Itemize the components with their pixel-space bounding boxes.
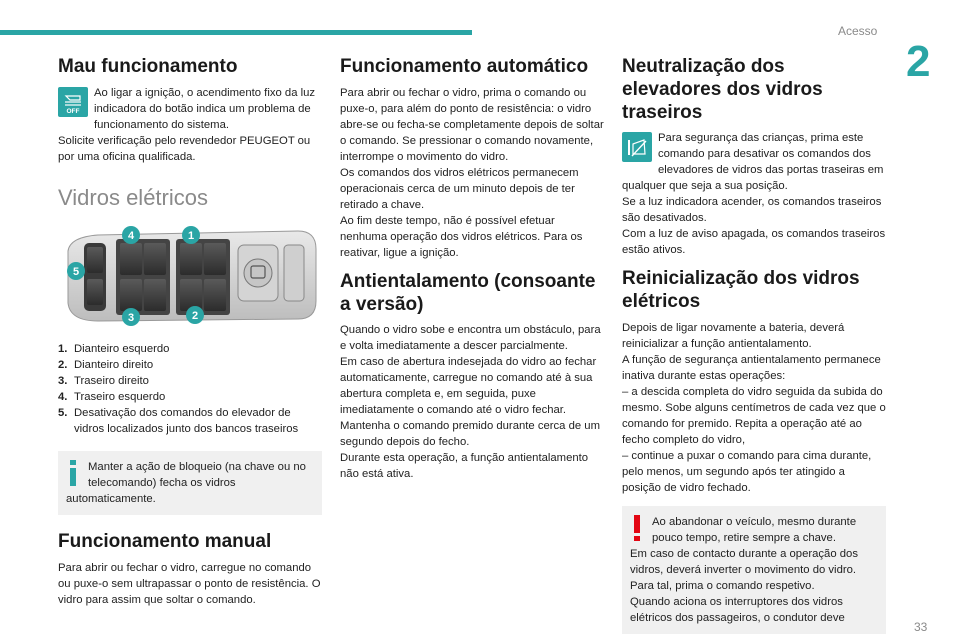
malfunction-text-2: Solicite verificação pelo revendedor PEUGEOT ou por uma oficina qualificada.	[58, 134, 311, 163]
neutralization-text-1: Para segurança das crianças, prima este comando para desativar os comandos dos elevadores de vidros das portas traseiras em qualquer que seja a sua posição.	[622, 132, 884, 193]
legend-item: 5. Desativação dos comandos do elevador de vidros localizados junto dos bancos traseiros	[58, 406, 299, 435]
legend-item: 1. Dianteiro esquerdo	[58, 342, 170, 355]
figure-callouts	[58, 223, 320, 329]
antipinch-text-2: Em caso de abertura indesejada do vidro ao fechar automaticamente, carregue no comando até à sua abertura completa e, em seguida, puxe imediatamente o comando até o vidro fechar. Mantenha o comando premido durante cerca de um segundo depois do fecho.	[340, 356, 600, 449]
reset-text-1: Depois de ligar novamente a bateria, deverá reinicializar a função antientalamento.	[622, 321, 845, 350]
malfunction-heading: Mau funcionamento	[58, 56, 238, 77]
automatic-operation-heading: Funcionamento automático	[340, 56, 589, 77]
reset-heading: Reinicialização dos vidros elétricos	[622, 268, 860, 313]
neutralization-text-2: Se a luz indicadora acender, os comandos traseiros são desativados.	[622, 196, 882, 225]
info-note-text: Manter a ação de bloqueio (na chave ou no telecomando) fecha os vidros automaticamente.	[66, 460, 306, 505]
page-number: 33	[914, 620, 928, 634]
automatic-text-1: Para abrir ou fechar o vidro, prima o comando ou puxe-o, para além do ponto de resistência: o vidro abre-se ou fecha-se completamente depois de soltar o comando. Se pressionar o comando novamente, interrompe o movimento do vidro.	[340, 86, 604, 163]
callout-5: 5	[72, 265, 80, 278]
rear-window-lock-icon	[622, 132, 652, 162]
column-middle	[340, 56, 604, 482]
antipinch-text-3: Durante esta operação, a função antientalamento não está ativa.	[340, 452, 589, 481]
manual-operation-heading: Funcionamento manual	[58, 530, 272, 552]
warning-text-3: Quando aciona os interruptores dos vidros elétricos dos passageiros, o condutor deve	[630, 595, 845, 624]
rear-window-neutralization-heading: Neutralização dos elevadores dos vidros traseiros	[622, 56, 823, 123]
antipinch-heading: Antientalamento (consoante a versão)	[340, 270, 596, 315]
info-icon	[66, 459, 80, 487]
callout-2: 2	[191, 309, 199, 322]
info-note	[58, 451, 322, 515]
warning-note	[622, 506, 886, 634]
malfunction-text-1: Ao ligar a ignição, o acendimento fixo da luz indicadora do botão indica um problema de funcionamento do sistema.	[94, 86, 316, 131]
neutralization-block	[622, 130, 886, 258]
warning-text-1: Ao abandonar o veículo, mesmo durante pouco tempo, retire sempre a chave.	[652, 515, 857, 544]
antipinch-text-1: Quando o vidro sobe e encontra um obstáculo, para e volta imediatamente a descer parcialmente.	[340, 324, 601, 353]
section-label: Acesso	[838, 24, 878, 38]
warning-icon	[630, 514, 644, 542]
chapter-title: Vidros elétricos	[58, 184, 208, 210]
reset-text-2: A função de segurança antientalamento permanece inativa durante estas operações:	[622, 353, 881, 382]
automatic-text-2: Os comandos dos vidros elétricos permanecem operacionais cerca de um minuto depois de ter retirado a chave.	[340, 166, 579, 211]
warning-text-2: Em caso de contacto durante a operação dos vidros, deverá inverter o movimento do vidro. Para tal, prima o comando respetivo.	[630, 547, 858, 592]
legend-item: 3. Traseiro direito	[58, 374, 149, 387]
callout-1: 1	[187, 229, 195, 242]
manual-operation-text: Para abrir ou fechar o vidro, carregue no comando ou puxe-o sem ultrapassar o ponto de resistência. O vidro para assim que soltar o comando.	[58, 561, 321, 606]
reset-text-4: – continue a puxar o comando para cima durante, pelo menos, um segundo após ter atingido a posição de vidro fechado.	[622, 449, 872, 494]
reset-text-3: – a descida completa do vidro seguida da subida do mesmo. Sobe alguns centímetros de cada vez que o comando for premido. Repita a operação até ao fecho completo do vidro,	[622, 385, 886, 446]
legend-item: 4. Traseiro esquerdo	[58, 390, 166, 403]
malfunction-block	[58, 85, 322, 165]
neutralization-text-3: Com a luz de aviso apagada, os comandos traseiros estão ativos.	[622, 228, 886, 257]
window-lock-off-icon	[58, 87, 88, 117]
figure-legend	[58, 341, 322, 437]
column-right	[622, 56, 886, 640]
header-accent-bar	[0, 30, 472, 35]
column-left	[58, 56, 322, 608]
callout-4: 4	[127, 229, 135, 242]
automatic-text-3: Ao fim deste tempo, não é possível efetuar nenhuma operação dos vidros elétricos. Para os reativar, ligue a ignição.	[340, 214, 583, 259]
chapter-number: 2	[906, 37, 931, 86]
window-switch-panel-figure	[58, 223, 320, 329]
legend-item: 2. Dianteiro direito	[58, 358, 154, 371]
callout-3: 3	[127, 311, 135, 324]
icon-off-label: OFF	[66, 107, 80, 115]
